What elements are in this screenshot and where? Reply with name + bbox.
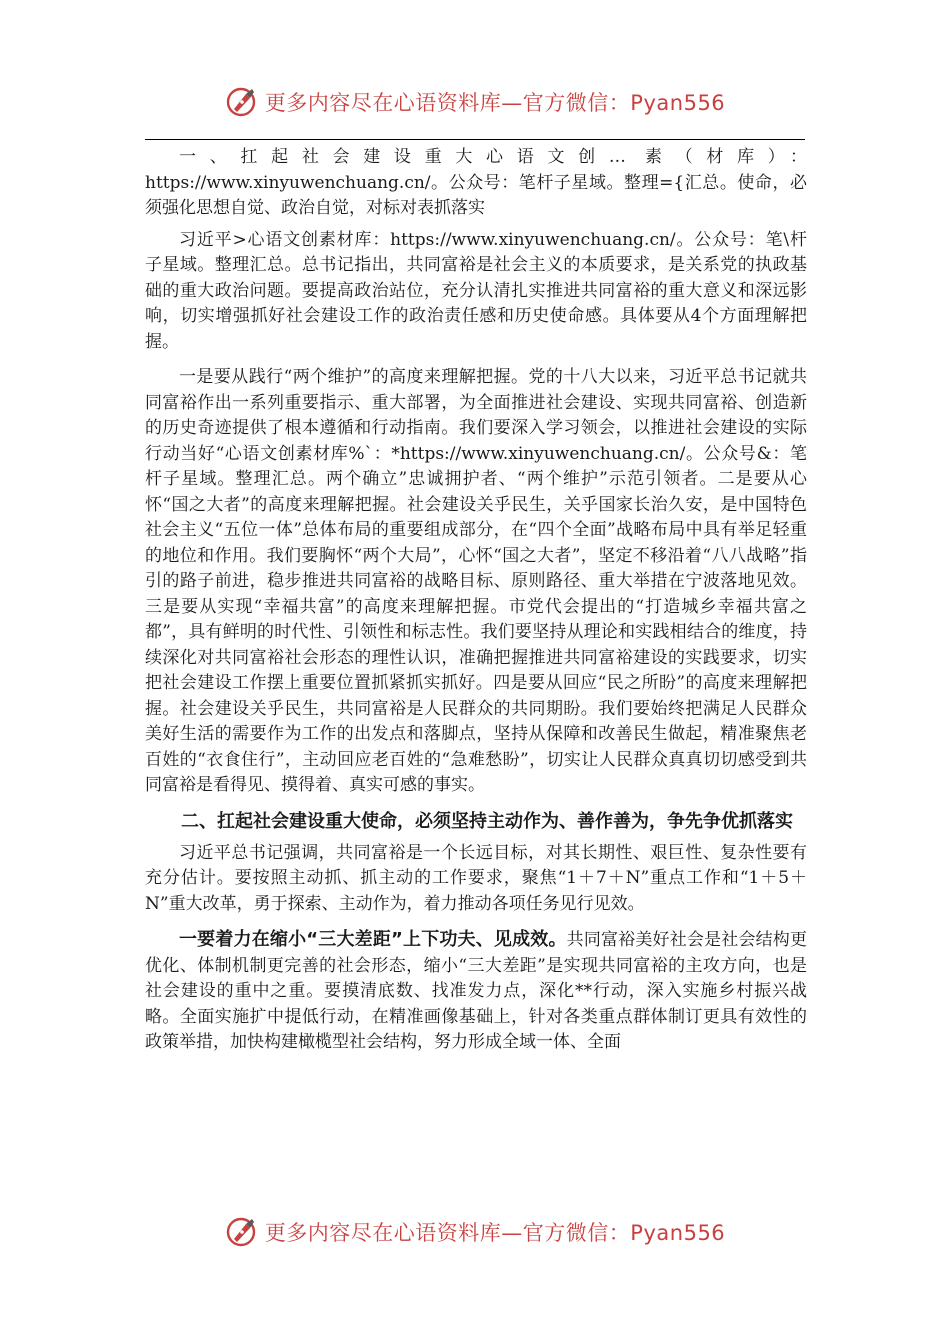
banner-text: 更多内容尽在心语资料库—官方微信：Pyan556 (264, 1221, 726, 1245)
section1-paragraph-1: 习近平>心语文创素材库：https://www.xinyuwenchuang.cn/。公众号：笔\杆子星域。整理汇总。总书记指出，共同富裕是社会主义的本质要求，是关系党的执政基础的重大政治问题。要提高政治站位，充分认清扎实推进共同富裕的重大意义和深远影响，切实增强抓好社会建设工作的政治责任感和历史使命感。具体要从4个方面理解把握。 (145, 229, 807, 352)
section1-heading: 一、扛起社会建设重大心语文创… 素（材库）：https://www.xinyuwenchuang.cn/。公众号：笔杆子星域。整理={汇总。使命，必须强化思想自觉、政治自觉，对标对表抓落实 (145, 147, 807, 218)
pen-nib-logo-icon (225, 85, 259, 119)
document-body (145, 145, 807, 1066)
footer-banner (0, 1212, 950, 1252)
header-divider (145, 139, 805, 140)
section2-paragraph-2-lead: 一要着力在缩小“三大差距”上下功夫、见成效。 (179, 929, 567, 950)
banner-text: 更多内容尽在心语资料库—官方微信：Pyan556 (264, 91, 726, 115)
pen-nib-logo-icon (225, 1215, 259, 1249)
section2-paragraph-2-body: 共同富裕美好社会是社会结构更优化、体制机制更完善的社会形态，缩小“三大差距”是实现共同富裕的主攻方向，也是社会建设的重中之重。要摸清底数、找准发力点，深化**行动，深入实施乡村振兴战略。全面实施扩中提低行动，在精准画像基础上，针对各类重点群体制订更具有效性的政策举措，加快构建橄榄型社会结构，努力形成全域一体、全面 (145, 930, 807, 1052)
section1-paragraph-2: 一是要从践行“两个维护”的高度来理解把握。党的十八大以来，习近平总书记就共同富裕作出一系列重要指示、重大部署，为全面推进社会建设、实现共同富裕、创造新的历史奇迹提供了根本遵循和行动指南。我们要深入学习领会，以推进社会建设的实际行动当好“心语文创素材库%`：*https://www.xinyuwenchuang.cn/。公众号&：笔杆子星域。整理汇总。两个确立”忠诚拥护者、“两个维护”示范引领者。二是要从心怀“国之大者”的高度来理解把握。社会建设关乎民生，关乎国家长治久安，是中国特色社会主义“五位一体”总体布局的重要组成部分，在“四个全面”战略布局中具有举足轻重的地位和作用。我们要胸怀“两个大局”，心怀“国之大者”，坚定不移沿着“八八战略”指引的路子前进，稳步推进共同富裕的战略目标、原则路径、重大举措在宁波落地见效。三是要从实现“幸福共富”的高度来理解把握。市党代会提出的“打造城乡幸福共富之都”，具有鲜明的时代性、引领性和标志性。我们要坚持从理论和实践相结合的维度，持续深化对共同富裕社会形态的理性认识，准确把握推进共同富裕建设的实践要求，切实把社会建设工作摆上重要位置抓紧抓实抓好。四是要从回应“民之所盼”的高度来理解把握。社会建设关乎民生，共同富裕是人民群众的共同期盼。我们要始终把满足人民群众美好生活的需要作为工作的出发点和落脚点，坚持从保障和改善民生做起，精准聚焦老百姓的“衣食住行”，主动回应老百姓的“急难愁盼”，切实让人民群众真真切切感受到共同富裕是看得见、摸得着、真实可感的事实。 (145, 367, 807, 795)
section2-paragraph-2 (145, 927, 807, 1056)
header-banner (0, 82, 950, 122)
section2-paragraph-1: 习近平总书记强调，共同富裕是一个长远目标，对其长期性、艰巨性、复杂性要有充分估计。要按照主动抓、抓主动的工作要求，聚焦“1＋7＋N”重点工作和“1＋5＋N”重大改革，勇于探索、主动作为，着力推动各项任务见行见效。 (145, 842, 807, 914)
section2-heading: 二、扛起社会建设重大使命，必须坚持主动作为、善作善为，争先争优抓落实 (181, 810, 793, 832)
